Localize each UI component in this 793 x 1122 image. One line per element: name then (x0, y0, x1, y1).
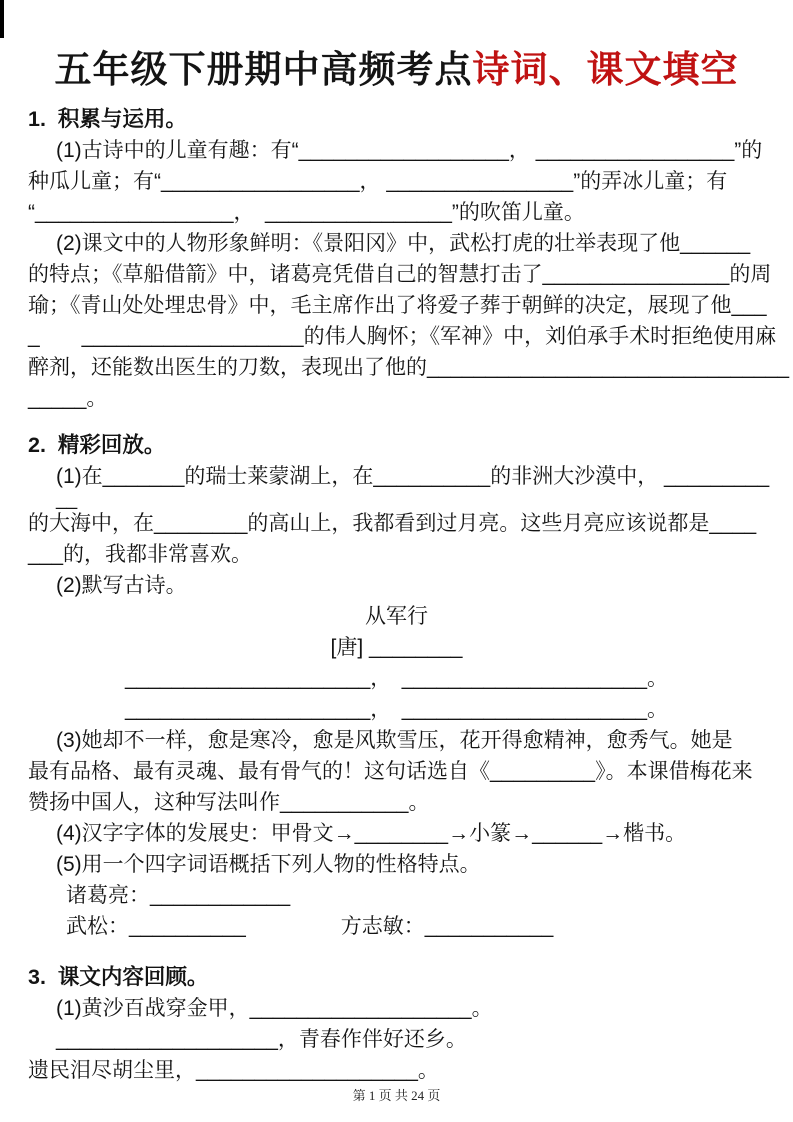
title-main-text: 五年级下册期中高频考点 (54, 49, 473, 90)
s2-q1-line-4: ___的，我都非常喜欢。 (28, 543, 253, 566)
section-3-heading: 3. 课文内容回顾。 (28, 965, 209, 989)
s1-q1-line-3: “_________________， ________________”的吹笛儿童。 (28, 201, 585, 224)
section-1-heading: 1. 积累与运用。 (28, 107, 187, 131)
s1-q2-line-1: (2)课文中的人物形象鲜明：《景阳冈》中，武松打虎的壮举表现了他______ (56, 232, 751, 255)
s2-q5-fang-zhimin-item: 方志敏：___________ (340, 915, 554, 938)
s1-q2-line-4: _ ___________________的伟人胸怀；《军神》中，刘伯承手术时拒绝使用麻 (28, 325, 777, 348)
poem-title: 从军行 (365, 605, 428, 628)
poem-blank-line-2: _____________________， _____________________。 (124, 698, 669, 721)
s2-q4-line: (4)汉字字体的发展史：甲骨文→________→小篆→______→楷书。 (56, 822, 687, 845)
s3-q1-line-3: 遗民泪尽胡尘里，___________________。 (28, 1059, 439, 1082)
s1-q2-line-6: _____。 (28, 387, 108, 410)
s1-q2-line-3: 瑜；《青山处处埋忠骨》中，毛主席作出了将爱子葬于朝鲜的决定，展现了他___ (28, 294, 767, 317)
s2-q5-label: (5)用一个四字词语概括下列人物的性格特点。 (56, 853, 481, 876)
s2-q2-label: (2)默写古诗。 (56, 574, 187, 597)
s3-q1-line-1: (1)黄沙百战穿金甲，___________________。 (56, 997, 493, 1020)
s2-q5-trait-row (28, 911, 765, 942)
s2-q3-line-1: (3)她却不一样，愈是寒冷，愈是风欺雪压，花开得愈精神，愈秀气。她是 (56, 729, 733, 752)
title-accent-text: 诗词、课文填空 (472, 49, 739, 90)
s2-q1-line-3: 的大海中，在________的高山上，我都看到过月亮。这些月亮应该说都是____ (28, 512, 757, 535)
scan-artifact-mark (0, 0, 4, 38)
section-2-heading: 2. 精彩回放。 (28, 433, 166, 457)
poem-blank-line-1: _____________________， _____________________。 (124, 667, 669, 690)
page-footer: 第 1 页 共 24 页 (352, 1088, 441, 1103)
s3-q1-line-2: ___________________，青春作伴好还乡。 (56, 1028, 467, 1051)
s2-q5-zhuge-liang-row: 诸葛亮：____________ (66, 884, 291, 907)
worksheet-body (0, 94, 793, 1086)
s1-q2-line-5: 醉剂，还能数出医生的刀数，表现出了他的_______________________________ (28, 356, 790, 379)
s2-q3-line-3: 赞扬中国人，这种写法叫作___________。 (28, 791, 430, 814)
page-title (0, 46, 793, 94)
s1-q1-line-2: 种瓜儿童；有“_________________， ________________”的弄冰儿童；有 (28, 170, 728, 193)
s2-q5-wu-song-item: 武松：__________ (66, 915, 246, 938)
s2-q3-line-2: 最有品格、最有灵魂、最有骨气的！这句话选自《_________》。本课借梅花来 (28, 760, 753, 783)
s1-q2-line-2: 的特点；《草船借箭》中，诸葛亮凭借自己的智慧打击了________________的周 (28, 263, 772, 286)
s1-q1-line-1: (1)古诗中的儿童有趣：有“__________________， _________________”的 (56, 139, 763, 162)
poem-author-line: [唐] ________ (330, 636, 463, 659)
s2-q1-line-1: (1)在_______的瑞士莱蒙湖上，在__________的非洲大沙漠中， _________ (56, 465, 770, 488)
s2-q1-line-2-continuation: __ (56, 489, 78, 510)
